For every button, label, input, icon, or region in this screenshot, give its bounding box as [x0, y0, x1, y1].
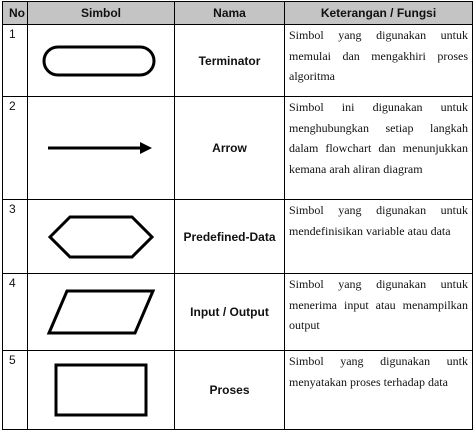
table-row: [3, 97, 473, 200]
symbol-cell: [28, 200, 175, 274]
header-no: No: [3, 2, 28, 25]
header-simbol: Simbol: [28, 2, 175, 25]
row-number: 1: [3, 25, 28, 97]
terminator-shape-icon: [41, 43, 161, 79]
row-number: 3: [3, 200, 28, 274]
symbol-name: Proses: [175, 351, 285, 430]
symbol-description: Simbol yang digunakan untk menyatakan proses terhadap data: [285, 351, 473, 430]
flowchart-symbols-table: [2, 1, 473, 430]
symbol-name: Terminator: [175, 25, 285, 97]
row-number: 5: [3, 351, 28, 430]
symbol-cell: [28, 351, 175, 430]
arrow-shape-icon: [46, 138, 156, 158]
parallelogram-shape-icon: [45, 287, 157, 337]
symbol-cell: [28, 274, 175, 351]
table-row: [3, 200, 473, 274]
table-row: [3, 274, 473, 351]
symbol-cell: [28, 97, 175, 200]
symbol-name: Predefined-Data: [175, 200, 285, 274]
hexagon-shape-icon: [46, 214, 156, 260]
symbol-name: Arrow: [175, 97, 285, 200]
row-number: 4: [3, 274, 28, 351]
header-nama: Nama: [175, 2, 285, 25]
symbol-description: Simbol yang digunakan untuk mendefinisikan variable atau data: [285, 200, 473, 274]
symbol-name: Input / Output: [175, 274, 285, 351]
table-row: [3, 25, 473, 97]
symbol-description: Simbol yang digunakan untuk menerima input atau menampilkan output: [285, 274, 473, 351]
symbol-description: Simbol ini digunakan untuk menghubungkan setiap langkah dalam flowchart dan menunjukkan kemana arah aliran diagram: [285, 97, 473, 200]
symbol-description: Simbol yang digunakan untuk memulai dan mengakhiri proses algoritma: [285, 25, 473, 97]
header-keterangan: Keterangan / Fungsi: [285, 2, 473, 25]
rectangle-shape-icon: [53, 362, 149, 418]
symbol-cell: [28, 25, 175, 97]
row-number: 2: [3, 97, 28, 200]
table-row: [3, 351, 473, 430]
table-header-row: [3, 2, 473, 25]
